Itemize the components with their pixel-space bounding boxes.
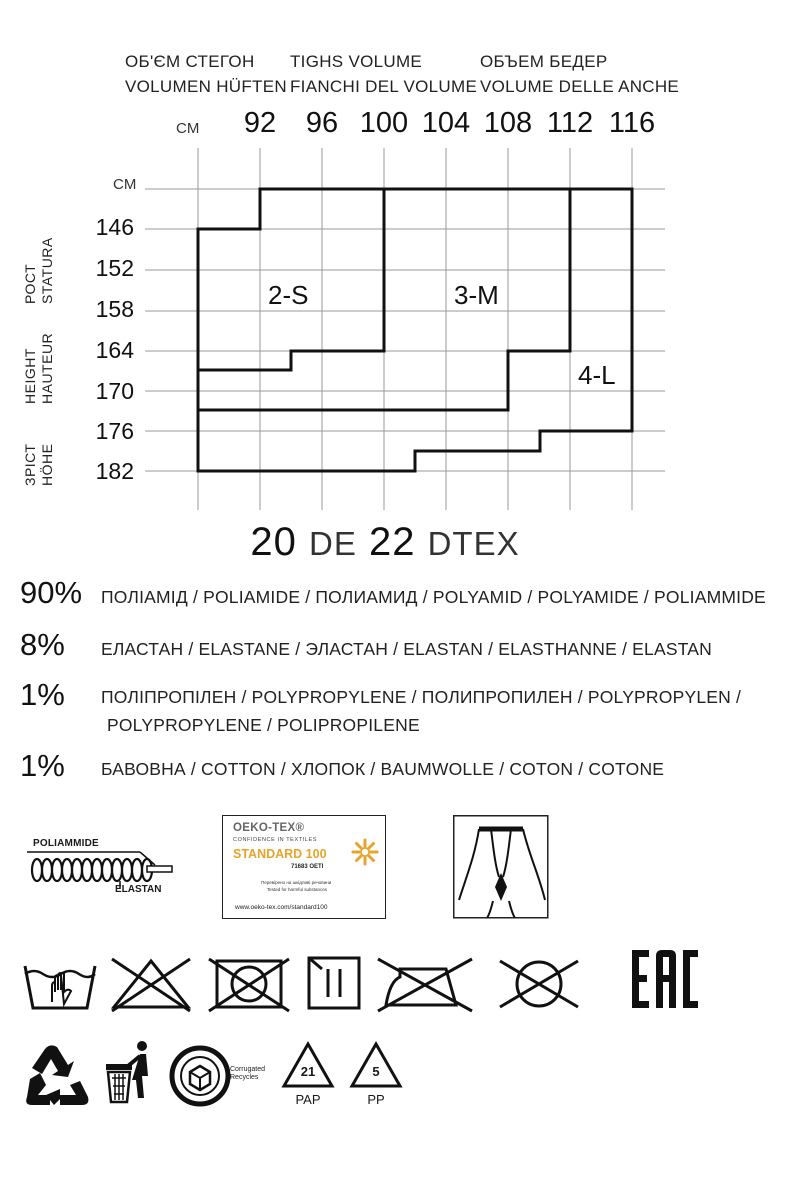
x-tick: 100 [359,107,409,139]
no-tumble-dry-icon [207,955,291,1013]
y-tick: 170 [95,378,134,404]
oeko-standard: STANDARD 100 [233,847,327,861]
x-tick: 96 [305,107,339,139]
y-tick: 164 [95,337,134,363]
oeko-subtitle: CONFIDENCE IN TEXTILES [233,837,317,843]
hips-volume-label-en: TIGHS VOLUME [290,52,423,71]
x-tick: 108 [483,107,533,139]
hips-volume-label-ru: ОБЪЕМ БЕДЕР [480,52,608,71]
y-tick: 152 [95,255,134,281]
composition-percent: 90% [20,575,83,610]
hips-volume-label-de: VOLUMEN HÜFTEN [125,77,287,96]
y-tick: 182 [95,458,134,484]
dispose-in-bin-icon [104,1040,158,1104]
no-bleach-icon [110,955,192,1013]
oeko-note-ua: Перевірено на шкідливі речовини [261,880,332,885]
hips-volume-label-ua: ОБ'ЄМ СТЕГОН [125,52,255,71]
no-dry-clean-icon [496,955,582,1013]
oeko-tex-label [222,815,386,919]
oeko-url: www.oeko-tex.com/standard100 [235,904,328,911]
height-label-ru-it: РОСТ STATURA [22,237,55,304]
oeko-title: OEKO-TEX® [233,822,305,834]
x-unit-label: CM [176,120,200,137]
height-label-en-fr: HEIGHT HAUTEUR [22,332,55,404]
x-tick: 104 [421,107,471,139]
eac-mark-icon [630,948,704,1012]
hips-volume-label-it: FIANCHI DEL VOLUME [290,77,478,96]
y-tick: 158 [95,296,134,322]
size-label-2s: 2-S [268,280,309,310]
size-label-3m: 3-M [454,280,499,310]
size-chart-grid [0,0,800,520]
flower-icon [351,838,379,866]
yarn-bottom-label: ELASTAN [115,884,162,895]
x-tick: 112 [546,107,594,139]
no-iron-icon [376,955,474,1013]
composition-percent: 8% [20,627,65,662]
composition-percent: 1% [20,748,65,783]
pap-label: PAP [295,1092,321,1107]
recycle-icon [24,1043,90,1109]
size-region-4l [198,189,632,471]
hips-volume-label-fr: VOLUME DELLE ANCHE [480,77,680,96]
oeko-number: 71683 OETI [291,864,324,870]
yarn-top-label: POLIAMMIDE [33,838,99,849]
height-label-ua-de: ЗРІСТ HÖHE [22,443,55,486]
pp-label: PP [367,1092,385,1107]
drip-dry-icon [306,955,362,1011]
density-dtex: 20 DE 22 DTEX [250,520,520,564]
pap-number: 21 [300,1064,316,1079]
composition-material: ПОЛІПРОПІЛЕН / POLYPROPYLENE / ПОЛИПРОПИЛЕН / POLYPROPYLEN / [101,687,742,707]
y-tick: 146 [95,214,134,240]
tights-silhouette-icon [453,815,549,919]
corrugated-recycles-icon [168,1044,232,1108]
pp-number: 5 [372,1064,380,1079]
composition-material: ПОЛІАМІД / POLIAMIDE / ПОЛИАМИД / POLYAMID / POLYAMIDE / POLIAMMIDE [101,587,766,607]
composition-material: ЕЛАСТАН / ELASTANE / ЭЛАСТАН / ELASTAN / ELASTHANNE / ELASTAN [101,639,713,659]
x-tick: 92 [243,107,277,139]
yarn-diagram [25,832,185,902]
size-label-4l: 4-L [578,360,616,390]
corrugated-label: Corrugated Recycles [230,1066,266,1081]
y-tick: 176 [95,418,134,444]
hand-wash-icon [22,958,98,1012]
composition-material: БАВОВНА / COTTON / ХЛОПОК / BAUMWOLLE / COTON / COTONE [101,759,665,779]
composition-percent: 1% [20,677,65,712]
x-tick: 116 [608,107,656,139]
composition-material: POLYPROPYLENE / POLIPROPILENE [107,715,420,735]
y-unit-label: CM [113,176,137,193]
oeko-note-en: Tested for harmful substances [267,887,328,892]
